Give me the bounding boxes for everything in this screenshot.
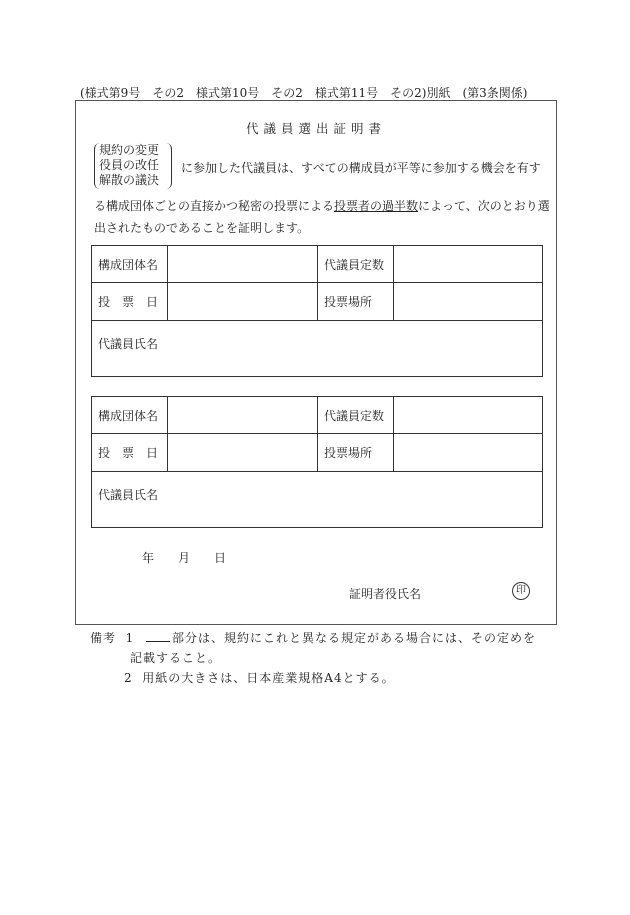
remark-1-number: 1 xyxy=(125,631,135,645)
delegate-names-label: 代議員氏名 xyxy=(98,488,159,502)
document-title: 代議員選出証明書 xyxy=(245,121,386,136)
date-line: 年 月 日 xyxy=(142,551,227,565)
remark-1-text: 部分は、規約にこれと異なる規定がある場合には、その定めを xyxy=(171,631,536,645)
quota-field[interactable] xyxy=(394,397,543,434)
remark-2 xyxy=(90,668,536,688)
intro-line-2-end: によって、次のとおり選 xyxy=(418,199,550,213)
remark-1 xyxy=(90,628,536,648)
org-name-field[interactable] xyxy=(168,246,318,283)
org-name-field[interactable] xyxy=(168,397,318,434)
purpose-dissolution: 解散の議決 xyxy=(99,173,160,187)
vote-day-field[interactable] xyxy=(168,283,318,321)
quota-field[interactable] xyxy=(394,246,543,283)
entry-table-2 xyxy=(91,396,543,528)
certificate-frame xyxy=(75,100,557,625)
purpose-officer-change: 役員の改任 xyxy=(99,158,160,172)
vote-day-label: 投 票 日 xyxy=(92,283,168,321)
vote-place-label: 投票場所 xyxy=(318,434,394,472)
remarks-heading: 備考 xyxy=(90,631,117,645)
remark-2-number: 2 xyxy=(124,671,133,685)
intro-line-3: 出されたものであることを証明します。 xyxy=(94,221,310,235)
underlined-majority: 投票者の過半数 xyxy=(334,199,419,213)
vote-day-field[interactable] xyxy=(168,434,318,472)
certifier-label: 証明者役氏名 xyxy=(349,587,422,601)
vote-place-label: 投票場所 xyxy=(318,283,394,321)
delegate-names-cell[interactable] xyxy=(92,472,543,528)
quota-label: 代議員定数 xyxy=(318,397,394,434)
remarks-section xyxy=(90,628,536,688)
delegate-names-cell[interactable] xyxy=(92,321,543,377)
org-name-label: 構成団体名 xyxy=(92,246,168,283)
org-name-label: 構成団体名 xyxy=(92,397,168,434)
vote-place-field[interactable] xyxy=(394,434,543,472)
entry-table-1 xyxy=(91,245,543,377)
intro-line-1: に参加した代議員は、すべての構成員が平等に参加する機会を有す xyxy=(181,161,541,175)
quota-label: 代議員定数 xyxy=(318,246,394,283)
purpose-amend-rules: 規約の変更 xyxy=(99,143,160,157)
vote-place-field[interactable] xyxy=(394,283,543,321)
vote-day-label: 投 票 日 xyxy=(92,434,168,472)
intro-line-2 xyxy=(94,197,550,214)
remark-2-text: 用紙の大きさは、日本産業規格A4とする。 xyxy=(142,671,395,685)
delegate-names-label: 代議員氏名 xyxy=(98,337,159,351)
blank-underline xyxy=(146,641,170,642)
seal-mark: 印 xyxy=(512,582,530,600)
form-header: (様式第9号 その2 様式第10号 その2 様式第11号 その2)別紙 (第3条関係) xyxy=(80,86,528,100)
intro-line-2-start: る構成団体ごとの直接かつ秘密の投票による xyxy=(94,199,335,213)
remark-1-continued: 記載すること。 xyxy=(130,651,222,665)
purpose-bracket xyxy=(94,143,172,189)
